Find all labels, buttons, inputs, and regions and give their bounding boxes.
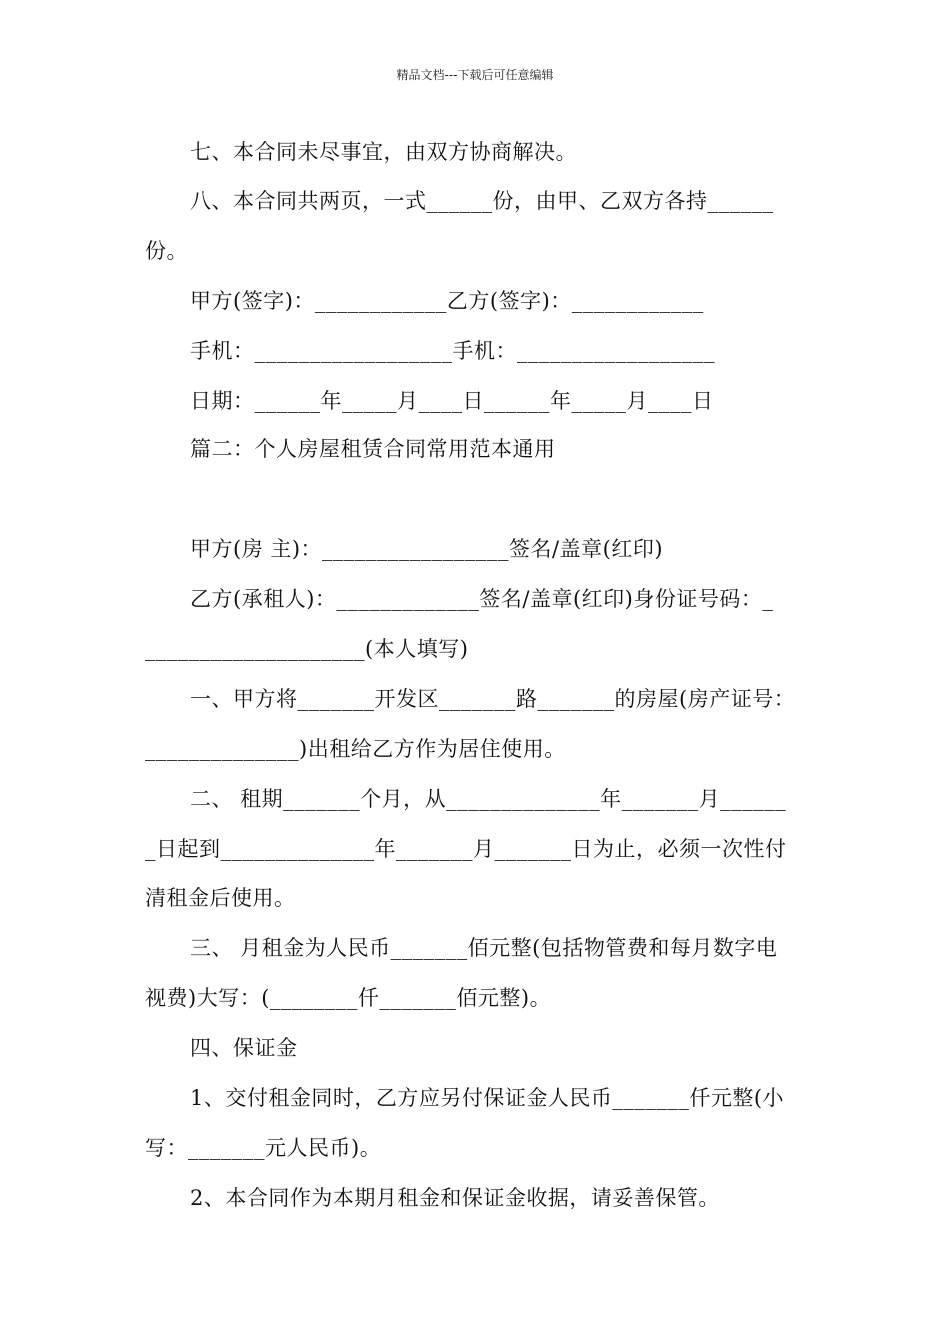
clause-8-cont: 份。 bbox=[145, 239, 188, 263]
article-1-cont: ______________)出租给乙方作为居住使用。 bbox=[145, 737, 566, 761]
party-a-line: 甲方(房 主)：_________________签名/盖章(红印) bbox=[190, 537, 664, 561]
article-2: 二、 租期_______个月，从______________年_______月______ bbox=[190, 787, 787, 811]
page-header: 精品文档---下载后可任意编辑 bbox=[396, 68, 554, 82]
article-4-title: 四、保证金 bbox=[190, 1036, 298, 1060]
date-line: 日期：______年_____月____日______年_____月____日 bbox=[190, 389, 714, 413]
signature-line: 甲方(签字)：____________乙方(签字)：____________ bbox=[190, 289, 704, 313]
clause-8: 八、本合同共两页，一式______份，由甲、乙双方各持______ bbox=[190, 189, 774, 213]
article-3-cont: 视费)大写：(________仟_______佰元整)。 bbox=[145, 986, 552, 1010]
party-b-line: 乙方(承租人)：_____________签名/盖章(红印)身份证号码：_ bbox=[190, 587, 774, 611]
article-1: 一、甲方将_______开发区_______路_______的房屋(房产证号： bbox=[190, 687, 796, 711]
clause-7: 七、本合同未尽事宜，由双方协商解决。 bbox=[190, 140, 577, 164]
article-4-item-2: 2、本合同作为本期月租金和保证金收据，请妥善保管。 bbox=[190, 1186, 720, 1210]
party-b-cont: ____________________(本人填写) bbox=[145, 637, 469, 661]
article-4-item-1: 1、交付租金同时，乙方应另付保证金人民币_______仟元整(小 bbox=[190, 1086, 785, 1110]
article-4-item-1-cont: 写：_______元人民币)。 bbox=[145, 1136, 382, 1160]
article-3: 三、 月租金为人民币_______佰元整(包括物管费和每月数字电 bbox=[190, 936, 778, 960]
article-2-cont: _日起到______________年_______月_______日为止，必须一次性付 bbox=[145, 837, 787, 861]
article-2-cont2: 清租金后使用。 bbox=[145, 886, 296, 910]
section-title: 篇二：个人房屋租赁合同常用范本通用 bbox=[190, 437, 556, 461]
phone-line: 手机：__________________手机：__________________ bbox=[190, 339, 715, 363]
